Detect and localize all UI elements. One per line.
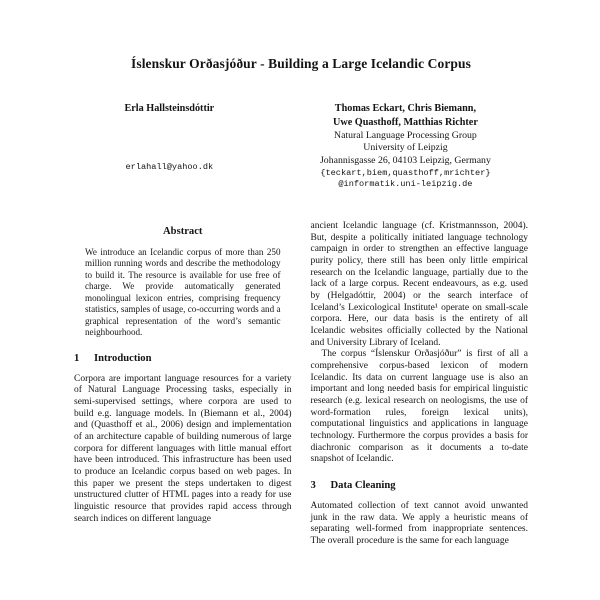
author-block-right — [283, 102, 528, 191]
author-name-left: Erla Hallsteinsdóttir — [124, 103, 215, 114]
paper-title: Íslenskur Orðasjóður - Building a Large Icelandic Corpus — [130, 56, 472, 71]
section-number: 3 — [310, 480, 316, 492]
abstract-heading: Abstract — [163, 225, 203, 237]
author-email-left: erlahall@yahoo.dk — [125, 161, 214, 172]
author-emails-right-line1: {teckart,biem,quasthoff,mrichter} — [320, 167, 491, 178]
section-title: Data Cleaning — [330, 480, 396, 492]
affiliation-address: Johannisgasse 26, 04103 Leipzig, Germany — [319, 155, 491, 166]
author-emails-right-line2: @informatik.uni-leipzig.de — [338, 179, 473, 190]
right-column-paragraph-1: ancient Icelandic language (cf. Kristmannsson, 2004). But, despite a politically initiated language technology campaign in order to strengthen an effective language purity policy, there still has been only little empirical research on the Icelandic language, partially due to the lack of a large corpus. Recent endeavours, as e.g. used by (Helgadóttir, 2004) or the search interface of Iceland’s Lexicological Institute¹ operate on small-scale corpora. Here, our data basis is the entirety of all Icelandic websites officially collected by the National and University Library of Iceland. — [310, 220, 528, 348]
data-cleaning-paragraph: Automated collection of text cannot avoid unwanted junk in the raw data. We apply a heuristic means of separating well-formed from inappropriate sentences. The overall procedure is the same for each language — [310, 501, 528, 547]
section-number: 1 — [74, 352, 80, 364]
abstract-text: We introduce an Icelandic corpus of more than 250 million running words and describe the methodology to build it. The resource is available for use free of charge. We provide automatically generated monolingual lexicon entries, comprising frequency statistics, samples of usage, co-occurring words and a graphical representation of the word’s semantic neighbourhood. — [85, 246, 281, 338]
right-column-paragraph-2: The corpus “Íslenskur Orðasjóður” is first of all a comprehensive corpus-based lexicon of modern Icelandic. Its data on current language use is also an important and long needed basis for empirical linguistic research (e.g. lexical research on neologisms, the use of word-formation rules, foreign lexical units), computational linguistics and applications in language technology. Furthermore the corpus provides a basis for diachronic comparison as it documents a to-date snapshot of Icelandic. — [310, 349, 528, 465]
author-names-line2: Uwe Quasthoff, Matthias Richter — [332, 116, 478, 128]
left-column — [74, 221, 292, 548]
section-title: Introduction — [94, 352, 152, 364]
section-heading-data-cleaning — [311, 479, 529, 492]
affiliation-group: Natural Language Processing Group — [334, 129, 477, 141]
section-heading-introduction — [74, 352, 292, 365]
introduction-paragraph: Corpora are important language resources for a variety of Natural Language Processing tasks, especially in semi-supervised settings, where corpora are used to build e.g. language models. In (Biemann et al., 2004) and (Quasthoff et al., 2006) design and implementation of an architecture capable of building numerous of large corpora for different languages with little manual effort have been introduced. This infrastructure has been used to produce an Icelandic corpus based on web pages. In this paper we present the steps undertaken to digest unstructured clutter of HTML pages into a ready for use linguistic resource that provides rapid access through search indices on different language — [74, 373, 292, 524]
author-block-left — [74, 102, 265, 191]
author-names-line1: Thomas Eckart, Chris Biemann, — [334, 103, 477, 114]
right-column — [311, 221, 529, 548]
author-block-row — [74, 102, 528, 191]
two-column-body — [74, 221, 528, 548]
affiliation-university: University of Leipzig — [363, 142, 448, 154]
